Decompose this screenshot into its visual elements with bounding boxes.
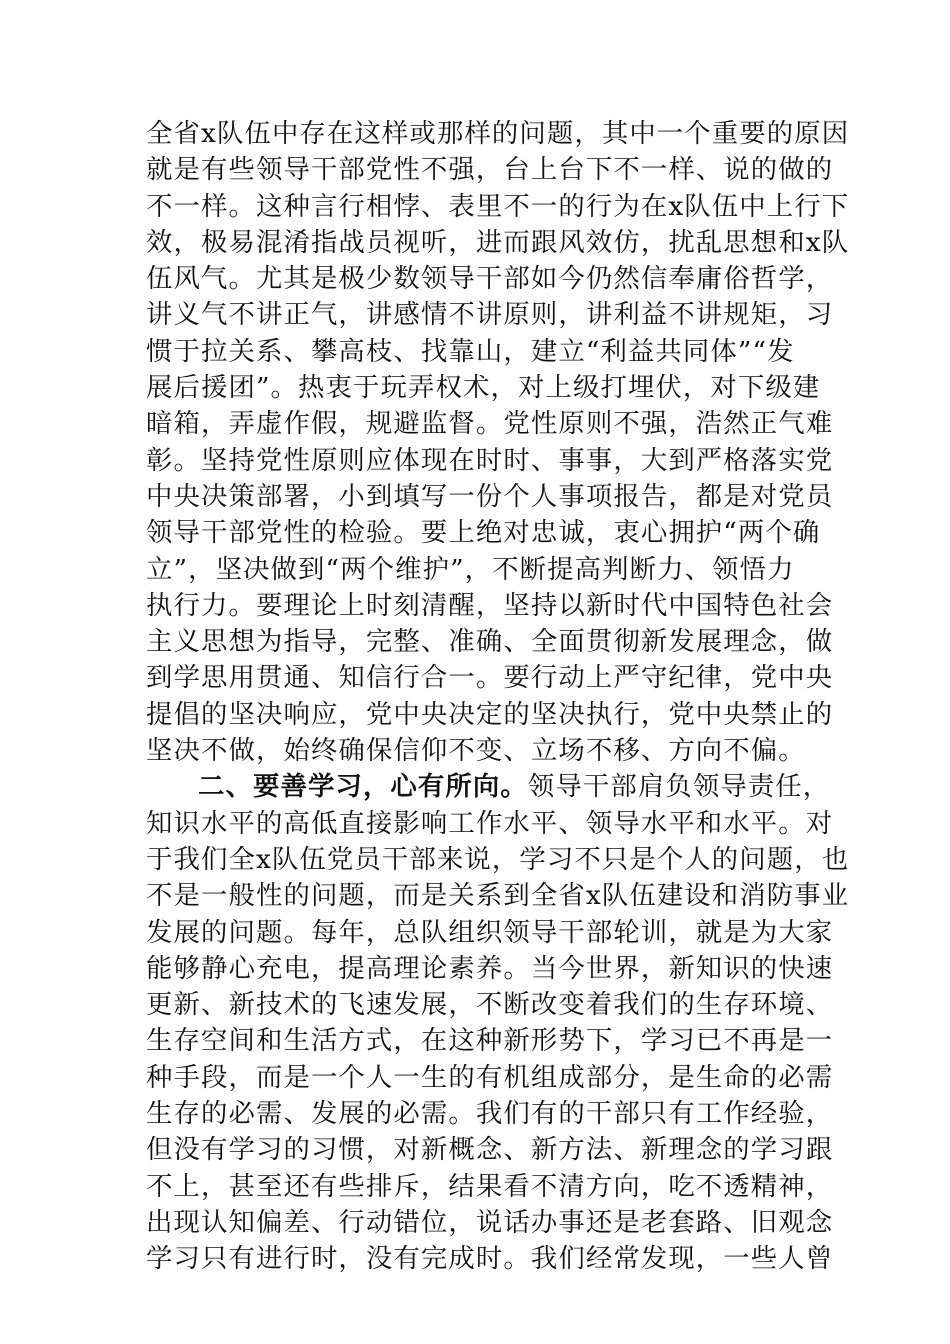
text-line: 学习只有进行时，没有完成时。我们经常发现，一些人曾 bbox=[146, 1243, 834, 1275]
text-line: 主义思想为指导，完整、准确、全面贯彻新发展理念，做 bbox=[146, 626, 834, 658]
text-line: 不一样。这种言行相悖、表里不一的行为在x队伍中上行下 bbox=[146, 190, 850, 222]
text-line: 效，极易混淆指战员视听，进而跟风效仿，扰乱思想和x队 bbox=[146, 226, 850, 258]
text-line: 发展的问题。每年，总队组织领导干部轮训，就是为大家 bbox=[146, 916, 834, 948]
body-text bbox=[146, 116, 850, 1278]
text-line: 到学思用贯通、知信行合一。要行动上严守纪律，党中央 bbox=[146, 662, 834, 694]
paragraph-1 bbox=[146, 116, 850, 769]
text-line: 立”，坚决做到“两个维护”，不断提高判断力、领悟力 bbox=[146, 553, 795, 585]
text-line: 知识水平的高低直接影响工作水平、领导水平和水平。对 bbox=[146, 807, 834, 839]
text-line: 不上，甚至还有些排斥，结果看不清方向，吃不透精神， bbox=[146, 1170, 834, 1202]
text-line: 出现认知偏差、行动错位，说话办事还是老套路、旧观念 bbox=[146, 1206, 834, 1238]
text-line: 执行力。要理论上时刻清醒，坚持以新时代中国特色社会 bbox=[146, 589, 834, 621]
text-line: 惯于拉关系、攀高枝、找靠山，建立“利益共同体”“发 bbox=[146, 335, 795, 367]
text-line: 能够静心充电，提高理论素养。当今世界，新知识的快速 bbox=[146, 952, 834, 984]
text-line: 领导干部党性的检验。要上绝对忠诚，衷心拥护“两个确 bbox=[146, 517, 821, 549]
text-line: 就是有些领导干部党性不强，台上台下不一样、说的做的 bbox=[146, 154, 834, 186]
text-line: 生存的必需、发展的必需。我们有的干部只有工作经验， bbox=[146, 1098, 834, 1130]
text-line: 种手段，而是一个人一生的有机组成部分，是生命的必需 bbox=[146, 1061, 834, 1093]
text-line: 不是一般性的问题，而是关系到全省x队伍建设和消防事业 bbox=[146, 880, 850, 912]
text-line: 展后援团”。热衷于玩弄权术，对上级打埋伏，对下级建 bbox=[146, 372, 821, 404]
paragraph-2 bbox=[146, 769, 850, 1277]
text-line: 讲义气不讲正气，讲感情不讲原则，讲利益不讲规矩，习 bbox=[146, 299, 834, 331]
text-line: 坚决不做，始终确保信仰不变、立场不移、方向不偏。 bbox=[146, 735, 806, 767]
text-line: 生存空间和生活方式，在这种新形势下，学习已不再是一 bbox=[146, 1025, 834, 1057]
text-line: 彰。坚持党性原则应体现在时时、事事，大到严格落实党 bbox=[146, 444, 834, 476]
paragraph-first-line bbox=[146, 769, 831, 805]
section-heading: 二、要善学习，心有所向。 bbox=[198, 771, 528, 803]
text-line: 更新、新技术的飞速发展，不断改变着我们的生存环境、 bbox=[146, 989, 834, 1021]
text-line: 但没有学习的习惯，对新概念、新方法、新理念的学习跟 bbox=[146, 1134, 834, 1166]
text-line: 全省x队伍中存在这样或那样的问题，其中一个重要的原因 bbox=[146, 118, 850, 149]
text-line: 伍风气。尤其是极少数领导干部如今仍然信奉庸俗哲学， bbox=[146, 263, 834, 295]
text-line: 提倡的坚决响应，党中央决定的坚决执行，党中央禁止的 bbox=[146, 698, 834, 730]
text-line: 中央决策部署，小到填写一份个人事项报告，都是对党员 bbox=[146, 480, 834, 512]
text-fragment: 领导干部肩负领导责任， bbox=[527, 771, 831, 803]
text-line: 暗箱，弄虚作假，规避监督。党性原则不强，浩然正气难 bbox=[146, 408, 834, 440]
text-line: 于我们全x队伍党员干部来说，学习不只是个人的问题，也 bbox=[146, 843, 850, 875]
